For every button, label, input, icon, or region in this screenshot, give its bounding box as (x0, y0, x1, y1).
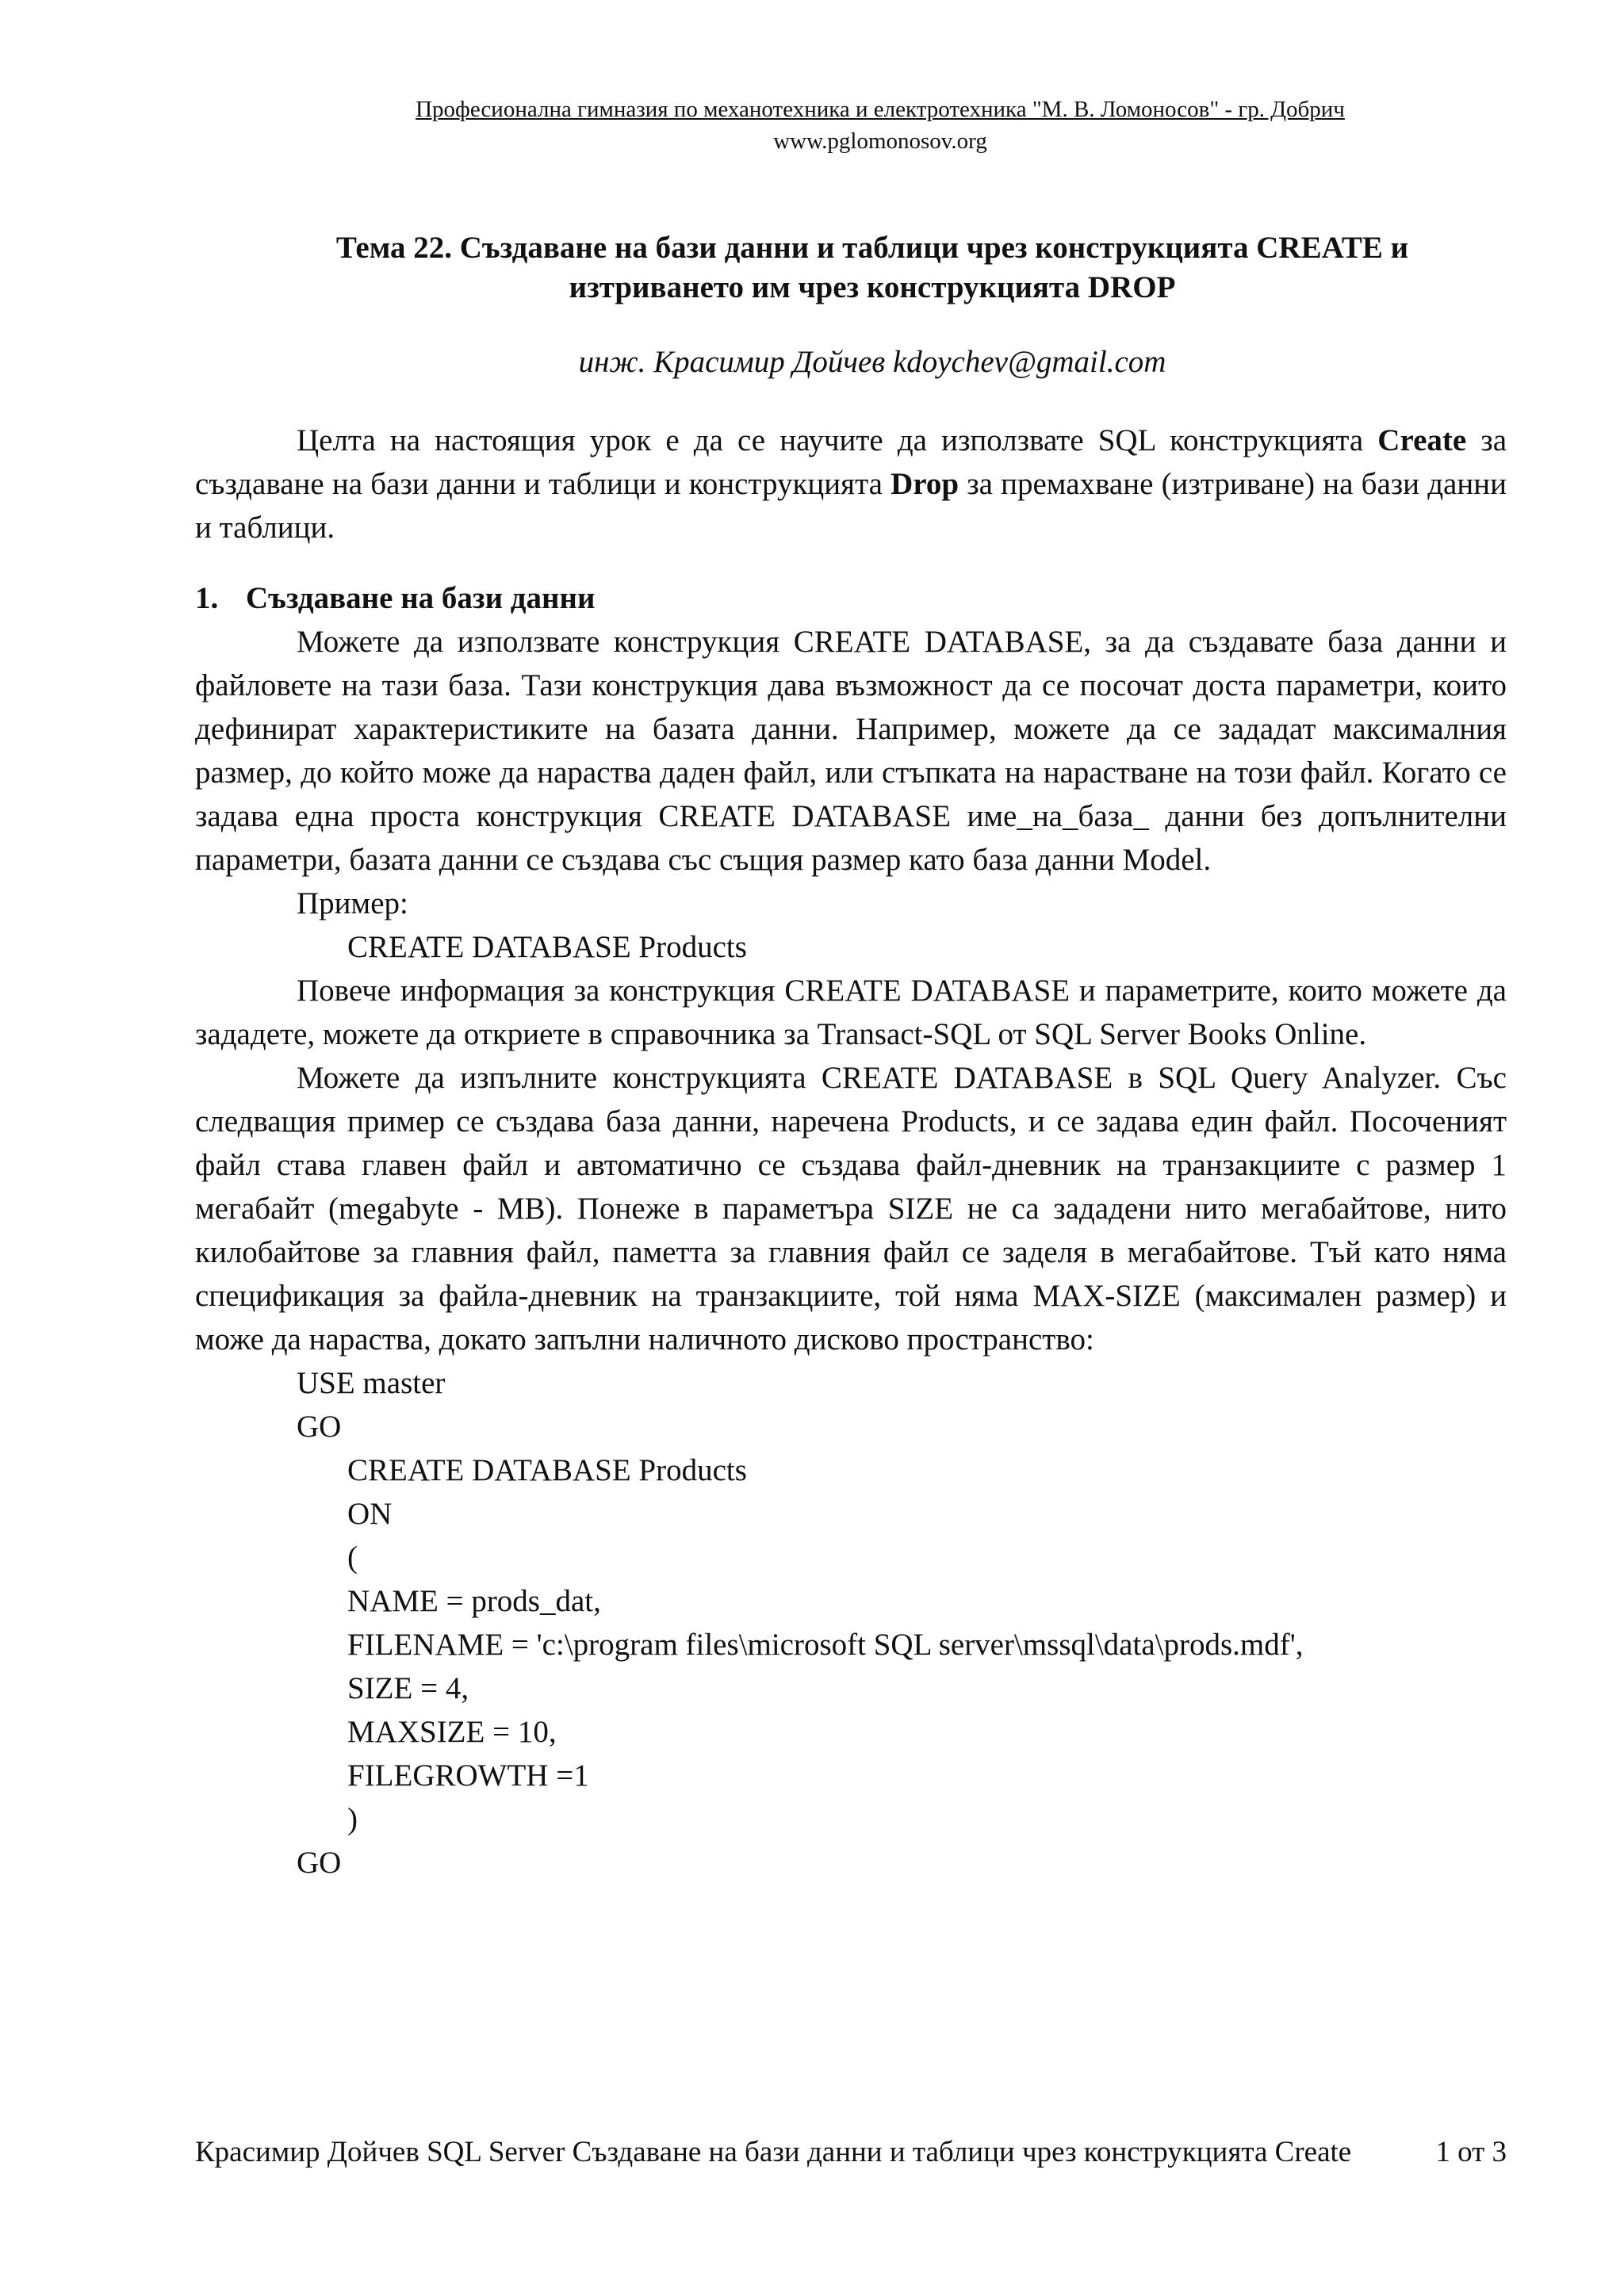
section-heading (195, 576, 1507, 620)
section-paragraph-2: Повече информация за конструкция CREATE DATABASE и параметрите, които можете да зададете, можете да откриете в справочника за Transact-SQL от SQL Server Books Online. (195, 974, 1507, 1051)
section-paragraph-1: Можете да използвате конструкция CREATE DATABASE, за да създавате база данни и файловете на тази база. Тази конструкция дава възможност да се посочат доста параметри, които дефинират характеристиките на базата данни. Например, можете да се зададат максималния размер, до който може да нараства даден файл, или стъпката на нарастване на този файл. Когато се задава една проста конструкция CREATE DATABASE име_на_база_ данни без допълнителни параметри, базата данни се създава със същия размер като база данни Model. (195, 625, 1507, 877)
code-line: ( (347, 1540, 358, 1575)
code-line: USE master (297, 1366, 446, 1400)
intro-text-2: за създаване на бази данни и таблици и конструкцията (195, 423, 1507, 501)
page-number: 1 от 3 (1435, 2136, 1507, 2168)
intro-keyword-create: Create (1377, 423, 1467, 457)
title-line-1: Тема 22. Създаване на бази данни и таблици чрез конструкцията CREATE и (335, 231, 1409, 265)
code-line: ON (347, 1497, 393, 1531)
code-line: FILENAME = 'c:\program files\microsoft SQL server\mssql\data\prods.mdf', (347, 1628, 1304, 1662)
intro-paragraph (195, 419, 1507, 549)
example-code: CREATE DATABASE Products (347, 930, 747, 964)
code-line: SIZE = 4, (347, 1671, 469, 1705)
intro-text-3: за премахване (изтриване) на бази данни и таблици. (195, 467, 1507, 545)
section-paragraph-3: Можете да изпълните конструкцията CREATE DATABASE в SQL Query Analyzer. Със следващия пример се създава база данни, наречена Products, и се задава един файл. Посоченият файл става главен файл и автоматично се създава файл-дневник на транзакциите с размер 1 мегабайт (megabyte - MB). Понеже в параметъра SIZE не са зададени нито мегабайтове, нито килобайтове за главния файл, паметта за главния файл се заделя в мегабайтове. Тъй като няма спецификация за файла-дневник на транзакциите, той няма MAX-SIZE (максимален размер) и може да нараства, докато запълни наличното дисково пространство: (195, 1061, 1507, 1357)
footer-text: Красимир Дойчев SQL Server Създаване на бази данни и таблици чрез конструкцията Create (195, 2136, 1352, 2168)
author-line: инж. Красимир Дойчев kdoychev@gmail.com (578, 345, 1166, 379)
section-number: 1. (195, 581, 219, 615)
page-footer (195, 2133, 1507, 2172)
section-title: Създаване на бази данни (246, 581, 596, 615)
document-body (195, 419, 1507, 1885)
code-listing (195, 1361, 1507, 1885)
school-website: www.pglomonosov.org (773, 128, 987, 154)
title-line-2: изтриването им чрез конструкцията DROP (569, 270, 1176, 304)
document-title (238, 228, 1507, 308)
school-name: Професионална гимназия по механотехника и електротехника "М. В. Ломоносов" - гр. Добрич (416, 97, 1345, 122)
page-header (317, 94, 1443, 157)
spacer (195, 549, 1507, 561)
intro-text-1: Целта на настоящия урок е да се научите да използвате SQL конструкцията (297, 423, 1378, 457)
code-line: CREATE DATABASE Products (347, 1453, 747, 1487)
code-line: NAME = prods_dat, (347, 1584, 601, 1618)
intro-keyword-drop: Drop (891, 467, 959, 501)
code-line: GO (297, 1846, 342, 1880)
example-label: Пример: (297, 886, 408, 920)
code-line: ) (347, 1802, 358, 1836)
code-line: FILEGROWTH =1 (347, 1758, 589, 1793)
code-line: MAXSIZE = 10, (347, 1715, 557, 1749)
code-line: GO (297, 1410, 342, 1444)
